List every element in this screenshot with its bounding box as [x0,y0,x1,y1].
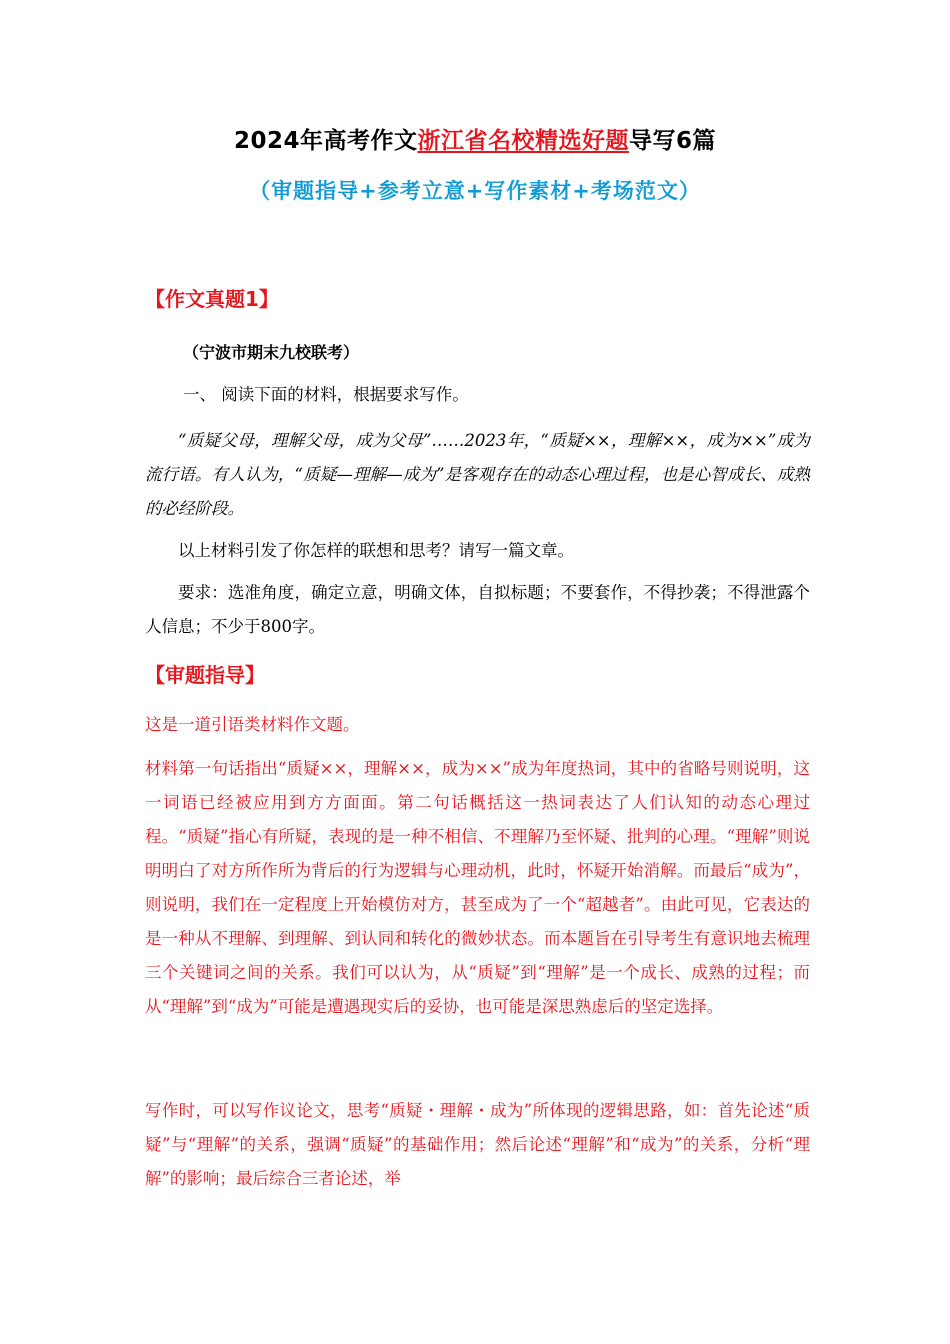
question-prompt: 以上材料引发了你怎样的联想和思考？请写一篇文章。 [178,541,574,560]
title-prefix: 2024年高考作文 [233,128,418,154]
question-requirements: 要求：选准角度，确定立意，明确文体，自拟标题；不要套作，不得抄袭；不得泄露个人信息；不少于800字。 [145,583,810,636]
question-instruction: 一、 阅读下面的材料，根据要求写作。 [183,385,469,404]
guide-paragraph-3: 写作时，可以写作议论文，思考“质疑・理解・成为”所体现的逻辑思路，如：首先论述“质疑”与“理解”的关系，强调“质疑”的基础作用；然后论述“理解”和“成为”的关系，分析“理解”的影响；最后综合三者论述，举 [145,1101,810,1188]
document-subtitle: （审题指导+参考立意+写作素材+考场范文） [249,179,701,203]
guide-paragraph-1: 这是一道引语类材料作文题。 [145,715,360,734]
title-highlight: 浙江省名校精选好题 [417,128,629,154]
question-material: “质疑父母，理解父母，成为父母”……2023年，“质疑××，理解××，成为××”成为流行语。有人认为，“质疑—理解—成为”是客观存在的动态心理过程，也是心智成长、成熟的必经阶段。 [145,431,810,518]
guide-heading: 【审题指导】 [145,663,265,687]
question-source: （宁波市期末九校联考） [183,343,360,362]
guide-paragraph-2: 材料第一句话指出“质疑××，理解××，成为××”成为年度热词，其中的省略号则说明，这一词语已经被应用到方方面面。第二句话概括这一热词表达了人们认知的动态心理过程。“质疑”指心有所疑，表现的是一种不相信、不理解乃至怀疑、批判的心理。“理解”则说明明白了对方所作所为背后的行为逻辑与心理动机，此时，怀疑开始消解。而最后“成为”，则说明，我们在一定程度上开始模仿对方，甚至成为了一个“超越者”。由此可见，它表达的是一种从不理解、到理解、到认同和转化的微妙状态。而本题旨在引导考生有意识地去梳理三个关键词之间的关系。我们可以认为，从“质疑”到“理解”是一个成长、成熟的过程；而从“理解”到“成为”可能是遭遇现实后的妥协，也可能是深思熟虑后的坚定选择。 [145,759,810,1016]
document-title [0,124,950,158]
title-suffix: 导写6篇 [629,128,717,154]
question-heading: 【作文真题1】 [145,287,279,311]
